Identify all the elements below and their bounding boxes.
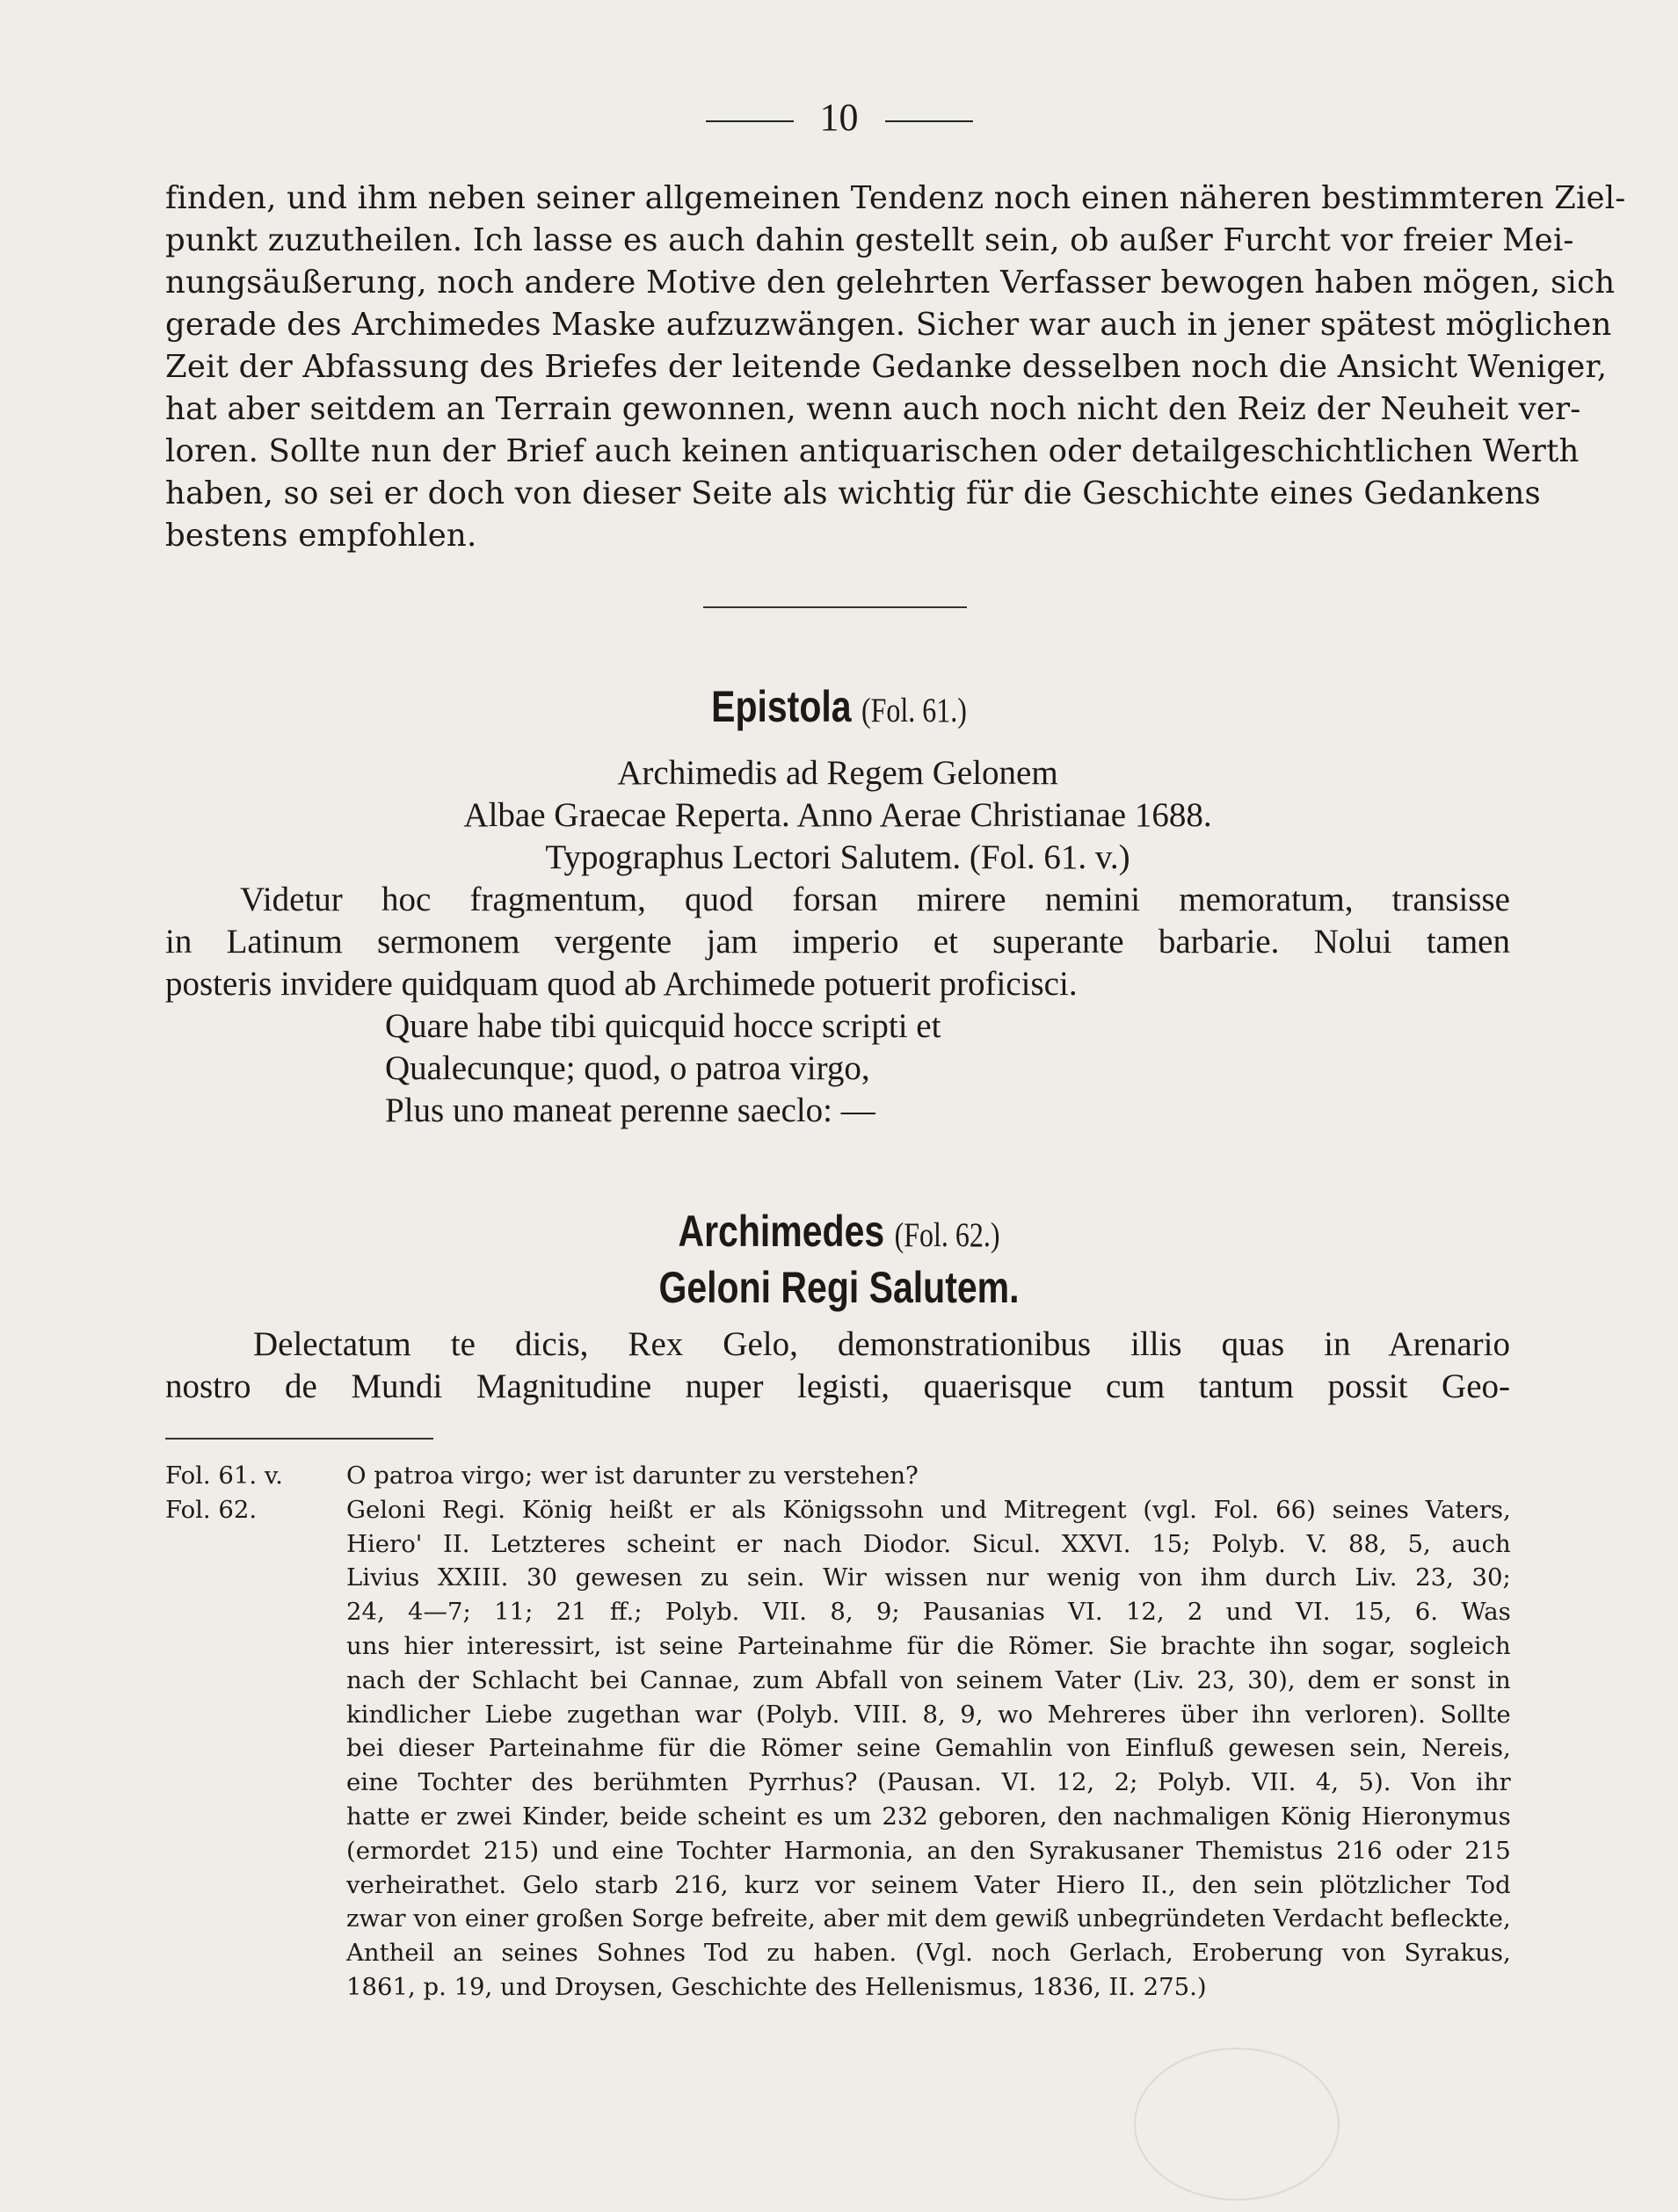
footnote-line: Hiero' II. Letzteres scheint er nach Diodor. Sicul. XXVI. 15; Polyb. V. 88, 5, auch (346, 1529, 1511, 1558)
page-number: 10 (819, 96, 859, 139)
footnote-line: uns hier interessirt, ist seine Parteinahme für die Römer. Sie brachte ihn sogar, sogleich (346, 1631, 1511, 1660)
epistola-heading (151, 681, 1527, 732)
footnote-line: nach der Schlacht bei Cannae, zum Abfall von seinem Vater (Liv. 23, 30), dem er sonst in (346, 1665, 1511, 1694)
footnote-line: zwar von einer großen Sorge befreite, aber mit dem gewiß unbegründeten Verdacht befleckte, (346, 1904, 1511, 1933)
footnote-line: hatte er zwei Kinder, beide scheint es um 232 geboren, den nachmaligen König Hieronymus (346, 1802, 1511, 1831)
epistola-title: Epistola (711, 682, 852, 731)
text-line: haben, so sei er doch von dieser Seite als wichtig für die Geschichte eines Gedankens (165, 475, 1541, 511)
footnote-line: Livius XXIII. 30 gewesen zu sein. Wir wissen nur wenig von ihm durch Liv. 23, 30; (346, 1563, 1511, 1592)
footnote (165, 1459, 1510, 1493)
footnote-label: Fol. 62. (165, 1495, 258, 1524)
footnote-label: Fol. 61. v. (165, 1461, 283, 1490)
text-line: Zeit der Abfassung des Briefes der leitende Gedanke desselben noch die Ansicht Weniger, (165, 349, 1608, 385)
archimedes-paragraph (165, 1324, 1510, 1408)
text-line: in Latinum sermonem vergente jam imperio et superante barbarie. Nolui tamen (165, 923, 1510, 961)
header-rule-left (706, 120, 794, 122)
epistola-origin: Albae Graecae Reperta. Anno Aerae Christianae 1688. (463, 796, 1212, 834)
text-line: Videtur hoc fragmentum, quod forsan mirere nemini memoratum, transisse (240, 881, 1510, 918)
text-line: posteris invidere quidquam quod ab Archimede potuerit proficisci. (165, 965, 1078, 1003)
archimedes-subheading: Geloni Regi Salutem. (658, 1263, 1020, 1312)
footnote-line: verheirathet. Gelo starb 216, kurz vor seinem Vater Hiero II., den sein plötzlicher Tod (346, 1870, 1511, 1899)
text-line: nostro de Mundi Magnitudine nuper legisti, quaerisque cum tantum possit Geo- (165, 1367, 1510, 1405)
text-line: Delectatum te dicis, Rex Gelo, demonstrationibus illis quas in Arenario (253, 1325, 1510, 1363)
archimedes-folio: (Fol. 62.) (894, 1216, 1000, 1254)
text-line: hat aber seitdem an Terrain gewonnen, wenn auch noch nicht den Reiz der Neuheit ver- (165, 391, 1581, 427)
footnote-line: (ermordet 215) und eine Tochter Harmonia, an den Syrakusaner Themistus 216 oder 215 (346, 1836, 1511, 1865)
footnote-text (346, 1493, 1511, 2005)
library-stamp-mark (1134, 2048, 1340, 2201)
text-line: bestens empfohlen. (165, 518, 477, 554)
text-line: punkt zuzutheilen. Ich lasse es auch dahin gestellt sein, ob außer Furcht vor freier Mei- (165, 222, 1574, 258)
footnotes (165, 1459, 1510, 2005)
verse-line: Plus uno maneat perenne saeclo: — (385, 1091, 875, 1129)
archimedes-title: Archimedes (678, 1207, 885, 1256)
verse-line: Qualecunque; quod, o patroa virgo, (385, 1049, 870, 1087)
footnote-line: 1861, p. 19, und Droysen, Geschichte des Hellenismus, 1836, II. 275.) (346, 1972, 1207, 2001)
epistola-typographus: Typographus Lectori Salutem. (Fol. 61. v.) (545, 838, 1130, 876)
footnote-line: bei dieser Parteinahme für die Römer seine Gemahlin von Einfluß gewesen sein, Nereis, (346, 1734, 1511, 1763)
text-line: loren. Sollte nun der Brief auch keinen antiquarischen oder detailgeschichtlichen Werth (165, 433, 1580, 469)
footnote-line: 24, 4—7; 11; 21 ff.; Polyb. VII. 8, 9; Pausanias VI. 12, 2 und VI. 15, 6. Was (346, 1598, 1511, 1627)
footnote-text (346, 1459, 1510, 1493)
archimedes-heading (151, 1206, 1527, 1257)
text-line: gerade des Archimedes Maske aufzuzwängen. Sicher war auch in jener spätest möglichen (165, 307, 1612, 343)
footnote-line: eine Tochter des berühmten Pyrrhus? (Pausan. VI. 12, 2; Polyb. VII. 4, 5). Von ihr (346, 1768, 1511, 1797)
footnote-line: kindlicher Liebe zugethan war (Polyb. VIII. 8, 9, wo Mehreres über ihn verloren). Sollte (346, 1700, 1511, 1729)
text-line: nungsäußerung, noch andere Motive den gelehrten Verfasser bewogen haben mögen, sich (165, 265, 1616, 301)
footnote-line: O patroa virgo; wer ist darunter zu verstehen? (346, 1461, 919, 1490)
page-header (0, 95, 1678, 140)
footnote (165, 1493, 1510, 2005)
verse-line: Quare habe tibi quicquid hocce scripti et (385, 1007, 941, 1045)
header-rule-right (885, 120, 973, 122)
text-line: finden, und ihm neben seiner allgemeinen Tendenz noch einen näheren bestimmteren Ziel- (165, 180, 1626, 216)
epistola-subtitle: Archimedis ad Regem Gelonem (617, 754, 1058, 792)
german-paragraph (165, 178, 1626, 557)
footnote-line: Geloni Regi. König heißt er als Königssohn und Mitregent (vgl. Fol. 66) seines Vaters, (346, 1495, 1511, 1524)
footnote-line: Antheil an seines Sohnes Tod zu haben. (Vgl. noch Gerlach, Eroberung von Syrakus, (346, 1939, 1511, 1968)
epistola-block (165, 752, 1510, 1132)
footnote-rule (165, 1438, 433, 1440)
section-divider (703, 606, 967, 608)
epistola-folio: (Fol. 61.) (861, 692, 967, 729)
